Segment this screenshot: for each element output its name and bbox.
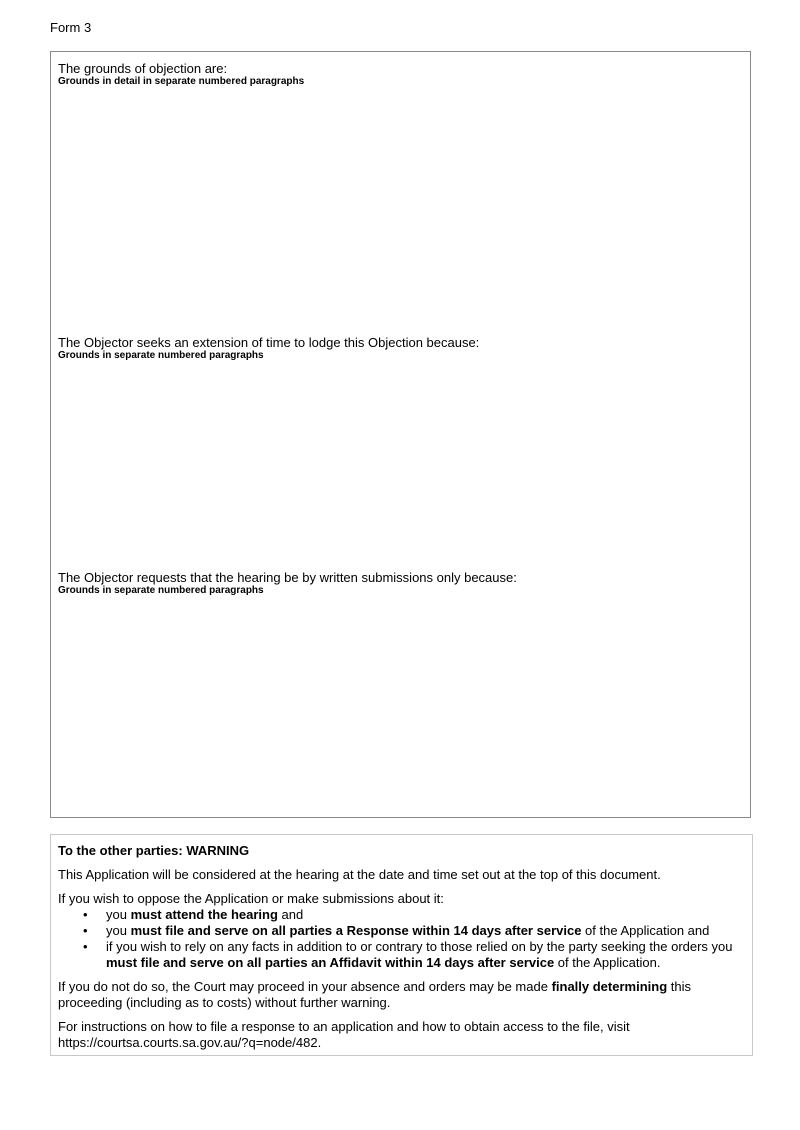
grounds-subheading: Grounds in detail in separate numbered paragraphs: [58, 76, 305, 87]
extension-subheading: Grounds in separate numbered paragraphs: [58, 350, 264, 361]
written-submissions-section: [58, 570, 743, 597]
form-number-label: Form 3: [50, 20, 92, 35]
grounds-section: [58, 61, 743, 88]
warning-oppose-intro: If you wish to oppose the Application or make submissions about it:: [58, 891, 444, 906]
written-submissions-subheading: Grounds in separate numbered paragraphs: [58, 585, 264, 596]
warning-hearing-text: This Application will be considered at the hearing at the date and time set out at the top of this document.: [58, 867, 661, 882]
list-item: • you must attend the hearing and: [83, 907, 304, 922]
list-item: • if you wish to rely on any facts in addition to or contrary to those relied on by the party seeking the orders you must file and serve on all parties an Affidavit within 14 days after service of the Application.: [83, 939, 733, 970]
extension-heading: The Objector seeks an extension of time to lodge this Objection because:: [58, 335, 480, 350]
grounds-heading: The grounds of objection are:: [58, 61, 228, 76]
warning-consequence-text: If you do not do so, the Court may proceed in your absence and orders may be made finally determining this proceeding (including as to costs) without further warning.: [58, 979, 691, 1010]
warning-instructions-text: For instructions on how to file a response to an application and how to obtain access to the file, visit https://courtsa.courts.sa.gov.au/?q=node/482.: [58, 1019, 630, 1050]
warning-box: [50, 834, 753, 1056]
warning-title: To the other parties: WARNING: [58, 843, 250, 858]
objection-grounds-box: [50, 51, 751, 818]
written-submissions-heading: The Objector requests that the hearing be by written submissions only because:: [58, 570, 517, 585]
warning-list: [58, 907, 745, 971]
list-item: • you must file and serve on all parties a Response within 14 days after service of the Application and: [83, 923, 710, 938]
extension-section: [58, 335, 743, 362]
